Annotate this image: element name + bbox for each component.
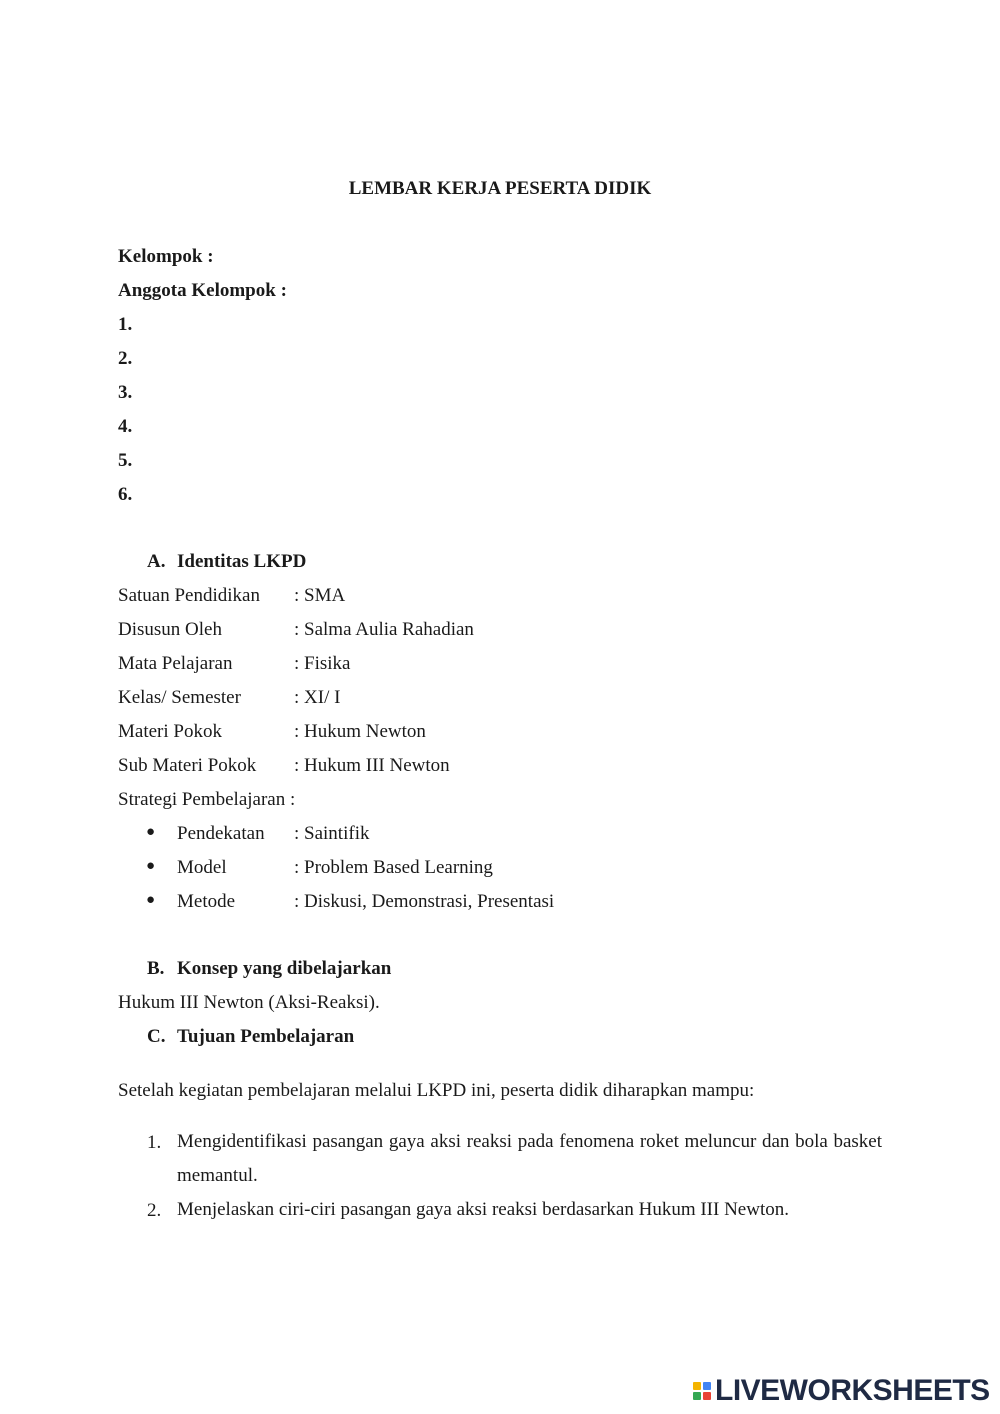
member-number: 3. <box>118 382 133 403</box>
identity-value: : Hukum III Newton <box>294 755 450 776</box>
section-a-title: Identitas LKPD <box>177 551 307 572</box>
strategy-item-value: : Diskusi, Demonstrasi, Presentasi <box>294 891 555 912</box>
identity-label: Kelas/ Semester <box>118 687 241 708</box>
strategy-item-value: : Problem Based Learning <box>294 857 493 878</box>
logo-grid-icon <box>693 1382 711 1400</box>
strategy-item-label: Metode <box>177 891 236 912</box>
liveworksheets-logo <box>693 1374 990 1408</box>
strategy-item-value: : Saintifik <box>294 823 370 844</box>
logo-square <box>703 1392 711 1400</box>
identity-value: : Fisika <box>294 653 351 674</box>
objective-text: Menjelaskan ciri-ciri pasangan gaya aksi reaksi berdasarkan Hukum III Newton. <box>177 1199 789 1220</box>
logo-square <box>703 1382 711 1390</box>
page-title: LEMBAR KERJA PESERTA DIDIK <box>348 178 652 199</box>
objective-number: 1. <box>147 1132 162 1153</box>
section-b-letter: B. <box>147 958 165 979</box>
bullet-icon: ● <box>146 892 156 908</box>
identity-value: : Hukum Newton <box>294 721 426 742</box>
group-label: Kelompok : <box>118 246 214 267</box>
bullet-icon: ● <box>146 858 156 874</box>
logo-text: LIVEWORKSHEETS <box>715 1374 990 1407</box>
strategy-label: Strategi Pembelajaran : <box>118 789 296 810</box>
identity-value: : XI/ I <box>294 687 341 708</box>
strategy-item-label: Model <box>177 857 227 878</box>
identity-label: Materi Pokok <box>118 721 222 742</box>
section-a-letter: A. <box>147 551 166 572</box>
logo-square <box>693 1382 701 1390</box>
identity-value: : SMA <box>294 585 346 606</box>
bullet-icon: ● <box>146 824 156 840</box>
objectives-intro: Setelah kegiatan pembelajaran melalui LKPD ini, peserta didik diharapkan mampu: <box>118 1080 755 1101</box>
member-number: 5. <box>118 450 133 471</box>
objective-text: Mengidentifikasi pasangan gaya aksi reaksi pada fenomena roket meluncur dan bola basket memantul. <box>177 1131 882 1186</box>
identity-value: : Salma Aulia Rahadian <box>294 619 474 640</box>
strategy-item-label: Pendekatan <box>177 823 265 844</box>
section-c-letter: C. <box>147 1026 166 1047</box>
section-c-title: Tujuan Pembelajaran <box>177 1026 355 1047</box>
member-number: 4. <box>118 416 133 437</box>
member-number: 2. <box>118 348 133 369</box>
identity-label: Mata Pelajaran <box>118 653 233 674</box>
member-number: 6. <box>118 484 133 505</box>
members-label: Anggota Kelompok : <box>118 280 287 301</box>
logo-square <box>693 1392 701 1400</box>
identity-label: Satuan Pendidikan <box>118 585 260 606</box>
concept-text: Hukum III Newton (Aksi-Reaksi). <box>118 992 380 1013</box>
identity-label: Sub Materi Pokok <box>118 755 257 776</box>
identity-label: Disusun Oleh <box>118 619 222 640</box>
section-b-title: Konsep yang dibelajarkan <box>177 958 392 979</box>
member-number: 1. <box>118 314 133 335</box>
objective-number: 2. <box>147 1200 162 1221</box>
